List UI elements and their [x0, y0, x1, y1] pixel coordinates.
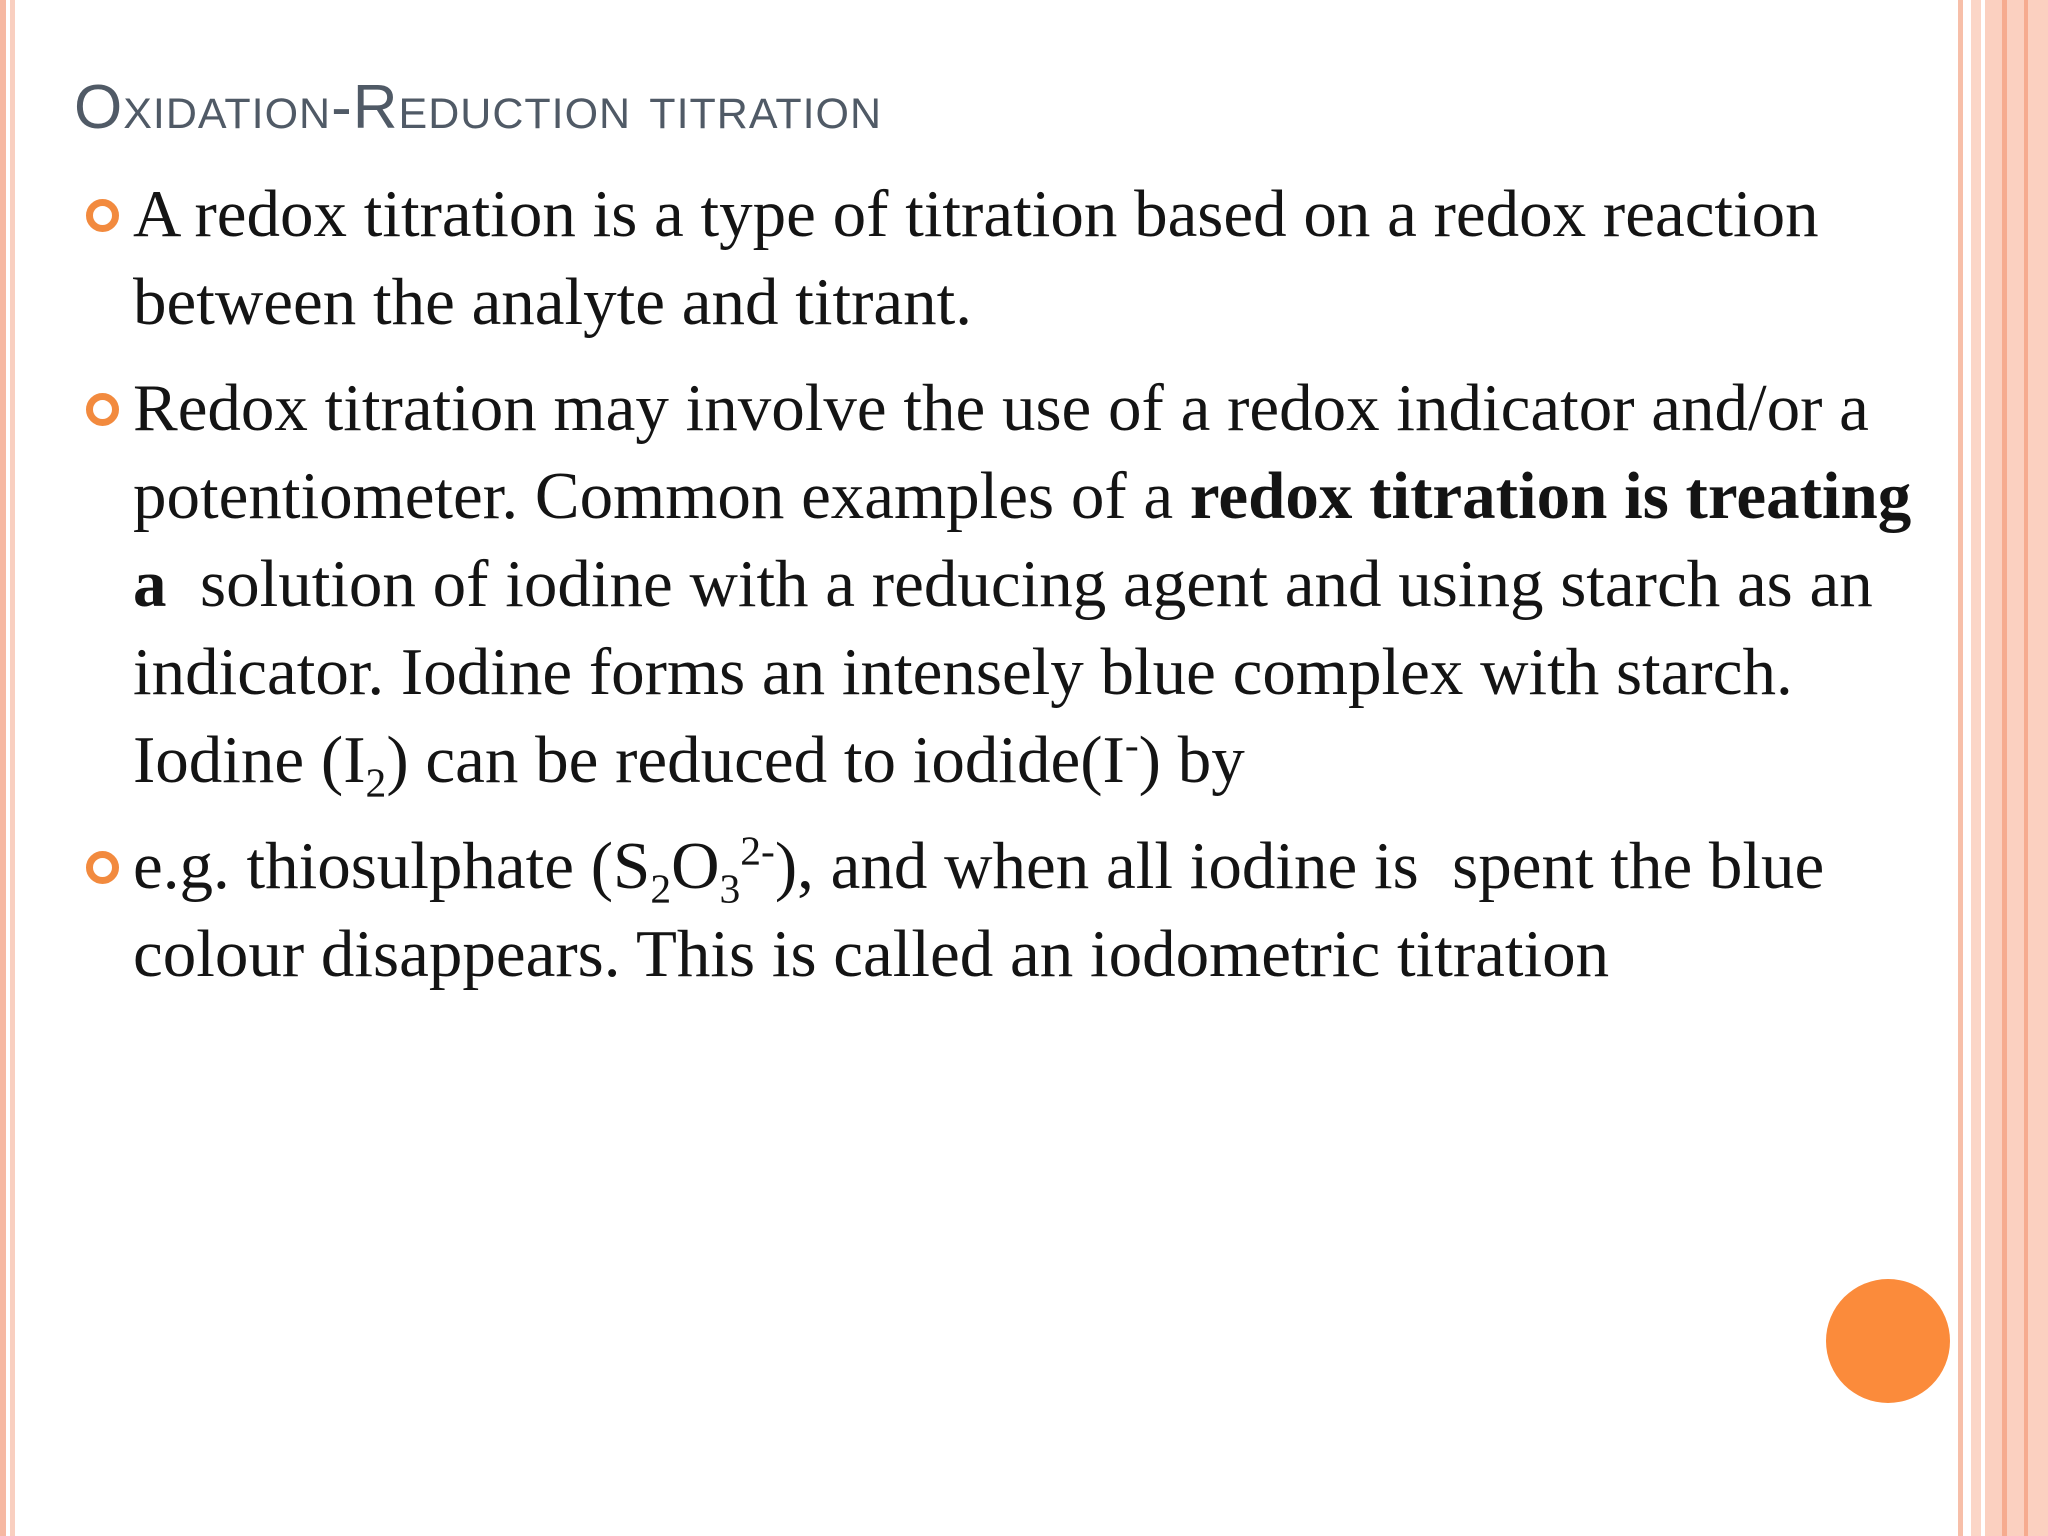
bullet-2-text-mid: ) can be reduced to iodide(I — [386, 723, 1125, 797]
bullet-3-text-end: ), and when all iodine is spent the blue colour disappears. This is called an iodometric titration — [133, 829, 1842, 991]
right-border-line-2 — [2024, 0, 2028, 1536]
right-border-band — [1985, 0, 2048, 1536]
bullet-item-1 — [86, 170, 1926, 346]
bullet-3-oxygen: O — [671, 829, 720, 903]
left-border-stripe-inner — [10, 0, 15, 1536]
iodine-subscript: 2 — [365, 759, 387, 806]
bullet-2-text-start: Redox titration may involve the use of a redox indicator and/or a potentiometer. Common examples of a — [133, 371, 1869, 533]
bullet-2-bold-text: redox titration is treating a — [133, 459, 1912, 621]
circle-bullet-icon — [86, 199, 119, 232]
bullet-item-2 — [86, 364, 1926, 804]
bullet-2-text-after-bold: solution of iodine with a reducing agent and using starch as an indicator. Iodine forms an intensely blue complex with starch. Iodine (I — [133, 547, 1890, 797]
slide-title: Oxidation-Reduction titration — [74, 73, 883, 142]
bullet-item-3 — [86, 822, 1926, 998]
oxygen-subscript: 3 — [719, 865, 741, 912]
right-border-stripe-2 — [1971, 0, 1981, 1536]
bullet-3-text-start: e.g. thiosulphate (S — [133, 829, 651, 903]
bullet-2-text-end: ) by — [1138, 723, 1245, 797]
circle-bullet-icon — [86, 393, 119, 426]
charge-superscript: 2- — [740, 827, 775, 874]
right-border-gap-1 — [1963, 0, 1971, 1536]
orange-circle-decoration — [1826, 1279, 1950, 1403]
iodide-superscript: - — [1124, 721, 1139, 768]
sulfur-subscript: 2 — [650, 865, 672, 912]
right-border-line-1 — [2002, 0, 2007, 1536]
slide-content — [86, 170, 1926, 1016]
bullet-1-text: A redox titration is a type of titration based on a redox reaction between the analyte and titrant. — [133, 177, 1819, 339]
circle-bullet-icon — [86, 851, 119, 884]
